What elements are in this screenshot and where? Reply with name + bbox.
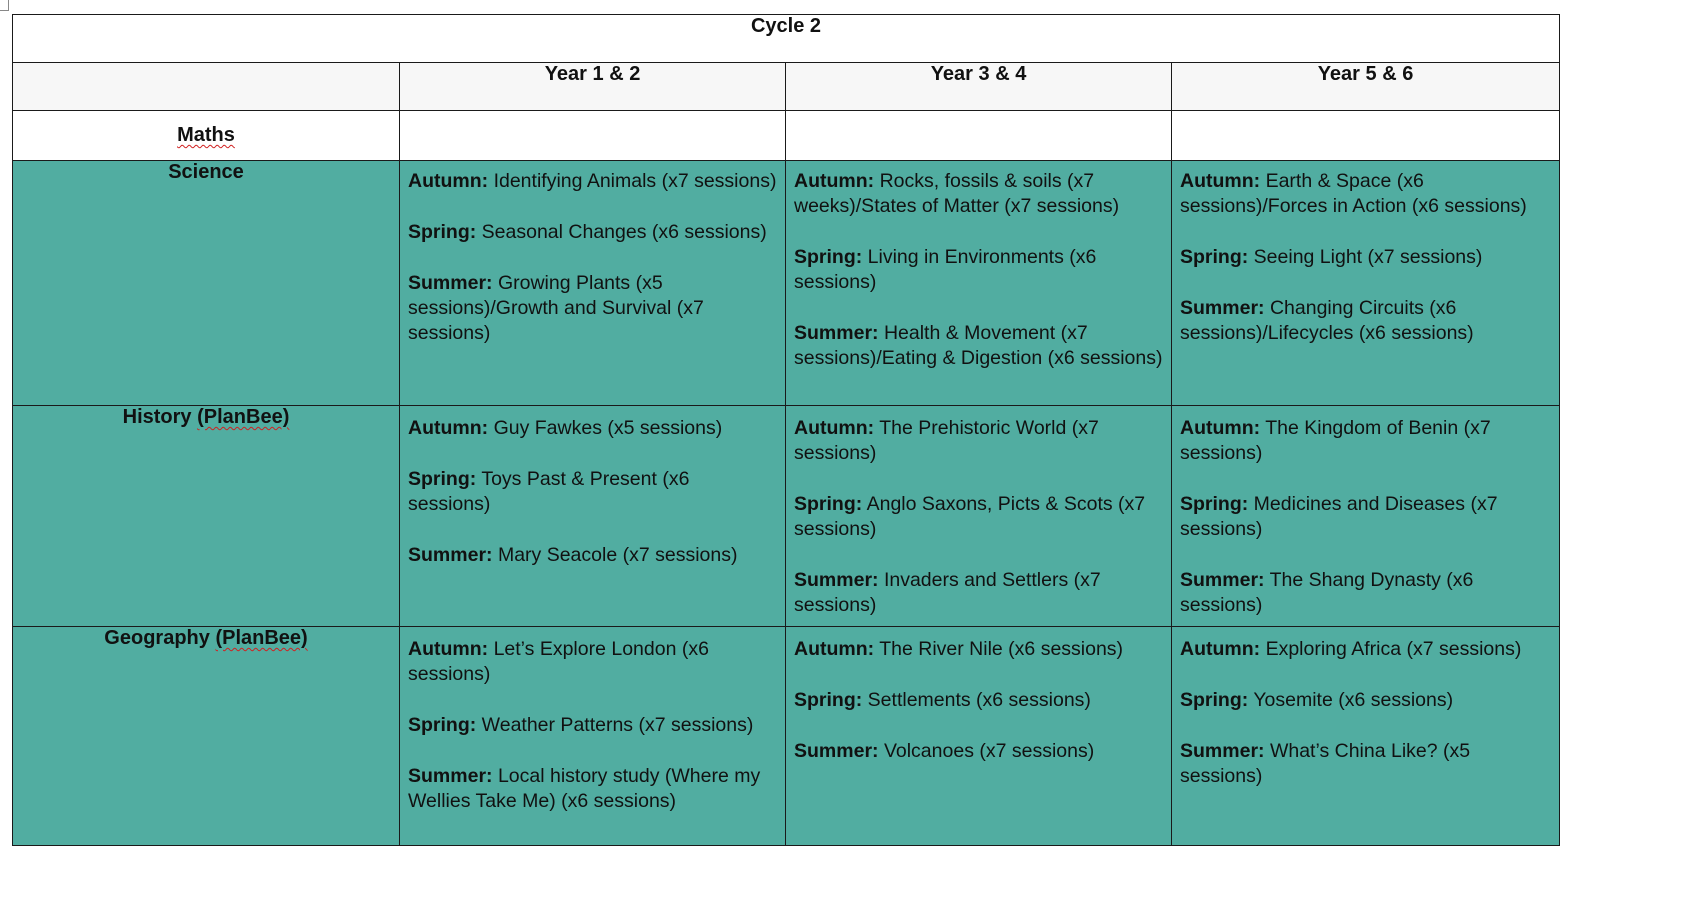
maths-row bbox=[13, 111, 1560, 161]
science-y34-autumn: Autumn: Rocks, fossils & soils (x7 weeks)/States of Matter (x7 sessions) bbox=[794, 170, 1120, 217]
geography-y34-autumn: Autumn: The River Nile (x6 sessions) bbox=[794, 638, 1124, 660]
geography-label: Geography bbox=[104, 627, 210, 649]
title-row bbox=[13, 15, 1560, 63]
maths-y12-cell bbox=[400, 111, 786, 161]
history-y12-spring: Spring: Toys Past & Present (x6 sessions) bbox=[408, 468, 690, 515]
science-y34-spring: Spring: Living in Environments (x6 sessions) bbox=[794, 246, 1097, 293]
science-y12-spring: Spring: Seasonal Changes (x6 sessions) bbox=[408, 221, 767, 243]
maths-y34-cell bbox=[786, 111, 1172, 161]
science-y56-cell bbox=[1172, 161, 1560, 406]
history-y12-autumn: Autumn: Guy Fawkes (x5 sessions) bbox=[408, 417, 723, 439]
geography-source-label: (PlanBee) bbox=[215, 627, 308, 649]
year-5-6-header: Year 5 & 6 bbox=[1172, 63, 1560, 111]
year-3-4-header: Year 3 & 4 bbox=[786, 63, 1172, 111]
science-y12-autumn: Autumn: Identifying Animals (x7 sessions) bbox=[408, 170, 777, 192]
science-y12-cell bbox=[400, 161, 786, 406]
geography-y56-spring: Spring: Yosemite (x6 sessions) bbox=[1180, 689, 1454, 711]
table-title: Cycle 2 bbox=[13, 15, 1560, 63]
geography-y12-spring: Spring: Weather Patterns (x7 sessions) bbox=[408, 714, 754, 736]
history-y56-autumn: Autumn: The Kingdom of Benin (x7 sessions) bbox=[1180, 417, 1491, 464]
history-y34-autumn: Autumn: The Prehistoric World (x7 sessions) bbox=[794, 417, 1099, 464]
science-y56-autumn: Autumn: Earth & Space (x6 sessions)/Forces in Action (x6 sessions) bbox=[1180, 170, 1527, 217]
curriculum-table bbox=[12, 14, 1560, 846]
history-y56-cell bbox=[1172, 406, 1560, 627]
year-header-row bbox=[13, 63, 1560, 111]
geography-y12-cell bbox=[400, 627, 786, 846]
maths-y56-cell bbox=[1172, 111, 1560, 161]
science-y56-spring: Spring: Seeing Light (x7 sessions) bbox=[1180, 246, 1483, 268]
science-row bbox=[13, 161, 1560, 406]
science-y12-summer: Summer: Growing Plants (x5 sessions)/Growth and Survival (x7 sessions) bbox=[408, 272, 704, 344]
science-label: Science bbox=[168, 161, 244, 183]
science-y34-summer: Summer: Health & Movement (x7 sessions)/Eating & Digestion (x6 sessions) bbox=[794, 322, 1163, 369]
geography-y56-autumn: Autumn: Exploring Africa (x7 sessions) bbox=[1180, 638, 1522, 660]
science-y34-cell bbox=[786, 161, 1172, 406]
history-y12-cell bbox=[400, 406, 786, 627]
year-1-2-header: Year 1 & 2 bbox=[400, 63, 786, 111]
geography-y12-autumn: Autumn: Let’s Explore London (x6 sessions) bbox=[408, 638, 709, 685]
maths-label: Maths bbox=[177, 124, 235, 146]
history-y12-summer: Summer: Mary Seacole (x7 sessions) bbox=[408, 544, 738, 566]
geography-y34-cell bbox=[786, 627, 1172, 846]
history-y34-cell bbox=[786, 406, 1172, 627]
geography-subject-cell bbox=[13, 627, 400, 846]
science-subject-cell bbox=[13, 161, 400, 406]
geography-y34-summer: Summer: Volcanoes (x7 sessions) bbox=[794, 740, 1095, 762]
geography-row bbox=[13, 627, 1560, 846]
history-y34-summer: Summer: Invaders and Settlers (x7 sessions) bbox=[794, 569, 1101, 616]
geography-y56-cell bbox=[1172, 627, 1560, 846]
history-label: History bbox=[122, 406, 192, 428]
history-source-label: (PlanBee) bbox=[197, 406, 290, 428]
science-y56-summer: Summer: Changing Circuits (x6 sessions)/Lifecycles (x6 sessions) bbox=[1180, 297, 1474, 344]
header-blank-cell bbox=[13, 63, 400, 111]
geography-y34-spring: Spring: Settlements (x6 sessions) bbox=[794, 689, 1091, 711]
maths-subject-cell bbox=[13, 111, 400, 161]
history-y56-spring: Spring: Medicines and Diseases (x7 sessions) bbox=[1180, 493, 1498, 540]
history-subject-cell bbox=[13, 406, 400, 627]
history-y34-spring: Spring: Anglo Saxons, Picts & Scots (x7 sessions) bbox=[794, 493, 1146, 540]
geography-y12-summer: Summer: Local history study (Where my Wellies Take Me) (x6 sessions) bbox=[408, 765, 761, 812]
history-y56-summer: Summer: The Shang Dynasty (x6 sessions) bbox=[1180, 569, 1474, 616]
corner-resize-icon bbox=[0, 0, 9, 11]
geography-y56-summer: Summer: What’s China Like? (x5 sessions) bbox=[1180, 740, 1471, 787]
history-row bbox=[13, 406, 1560, 627]
